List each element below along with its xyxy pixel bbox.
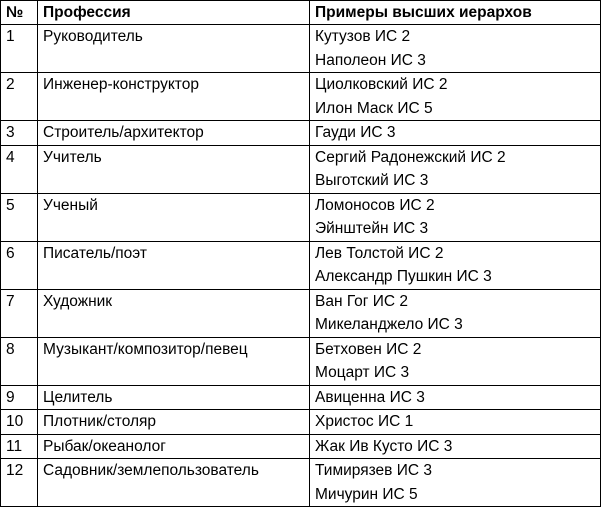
example-item: Эйнштейн ИС 3 bbox=[315, 220, 429, 237]
row-number: 6 bbox=[1, 241, 38, 289]
row-examples bbox=[310, 337, 601, 385]
example-item: Жак Ив Кусто ИС 3 bbox=[315, 437, 453, 455]
table-row bbox=[1, 410, 601, 435]
row-profession: Художник bbox=[38, 289, 310, 337]
table-body bbox=[1, 25, 601, 507]
row-number: 1 bbox=[1, 25, 38, 73]
table-row bbox=[1, 193, 601, 241]
table-row bbox=[1, 241, 601, 289]
row-profession: Плотник/столяр bbox=[38, 410, 310, 435]
row-examples bbox=[310, 73, 601, 121]
row-profession: Рыбак/океанолог bbox=[38, 434, 310, 459]
row-number: 7 bbox=[1, 289, 38, 337]
row-number: 9 bbox=[1, 385, 38, 410]
row-profession: Ученый bbox=[38, 193, 310, 241]
example-item: Христос ИС 1 bbox=[315, 413, 414, 430]
row-examples bbox=[310, 385, 601, 410]
example-item: Моцарт ИС 3 bbox=[315, 364, 410, 381]
row-examples bbox=[310, 289, 601, 337]
row-number: 11 bbox=[1, 434, 38, 459]
table-row bbox=[1, 385, 601, 410]
table-row bbox=[1, 73, 601, 121]
row-profession: Садовник/землепользователь bbox=[38, 459, 310, 507]
row-profession: Музыкант/композитор/певец bbox=[38, 337, 310, 385]
example-item: Ломоносов ИС 2 bbox=[315, 196, 435, 214]
row-number: 8 bbox=[1, 337, 38, 385]
header-examples: Примеры высших иерархов bbox=[310, 1, 601, 25]
example-item: Циолковский ИС 2 bbox=[315, 76, 448, 93]
table-row bbox=[1, 434, 601, 459]
table-row bbox=[1, 121, 601, 146]
row-profession: Учитель bbox=[38, 145, 310, 193]
row-examples bbox=[310, 459, 601, 507]
row-examples bbox=[310, 410, 601, 435]
row-examples bbox=[310, 25, 601, 73]
table-row bbox=[1, 289, 601, 337]
example-item: Илон Маск ИС 5 bbox=[315, 99, 433, 117]
table-row bbox=[1, 459, 601, 507]
example-item: Наполеон ИС 3 bbox=[315, 51, 426, 69]
row-profession: Строитель/архитектор bbox=[38, 121, 310, 146]
row-profession: Целитель bbox=[38, 385, 310, 410]
header-profession: Профессия bbox=[38, 1, 310, 25]
example-item: Бетховен ИС 2 bbox=[315, 340, 422, 358]
row-examples bbox=[310, 241, 601, 289]
example-item: Микеланджело ИС 3 bbox=[315, 316, 463, 333]
row-profession: Руководитель bbox=[38, 25, 310, 73]
row-number: 10 bbox=[1, 410, 38, 435]
example-item: Гауди ИС 3 bbox=[315, 124, 396, 141]
example-item: Мичурин ИС 5 bbox=[315, 485, 418, 503]
table-row bbox=[1, 337, 601, 385]
table-row bbox=[1, 25, 601, 73]
table-row bbox=[1, 145, 601, 193]
row-examples bbox=[310, 193, 601, 241]
row-number: 5 bbox=[1, 193, 38, 241]
example-item: Выготский ИС 3 bbox=[315, 172, 429, 189]
row-number: 3 bbox=[1, 121, 38, 146]
row-profession: Писатель/поэт bbox=[38, 241, 310, 289]
row-examples bbox=[310, 145, 601, 193]
row-number: 2 bbox=[1, 73, 38, 121]
row-examples bbox=[310, 121, 601, 146]
row-number: 4 bbox=[1, 145, 38, 193]
example-item: Кутузов ИС 2 bbox=[315, 28, 411, 45]
example-item: Авиценна ИС 3 bbox=[315, 388, 425, 406]
example-item: Ван Гог ИС 2 bbox=[315, 292, 409, 310]
row-examples bbox=[310, 434, 601, 459]
header-row bbox=[1, 1, 601, 25]
example-item: Лев Толстой ИС 2 bbox=[315, 244, 444, 262]
example-item: Тимирязев ИС 3 bbox=[315, 462, 432, 479]
example-item: Сергий Радонежский ИС 2 bbox=[315, 148, 506, 166]
example-item: Александр Пушкин ИС 3 bbox=[315, 268, 492, 285]
row-profession: Инженер-конструктор bbox=[38, 73, 310, 121]
header-num: № bbox=[1, 1, 38, 25]
row-number: 12 bbox=[1, 459, 38, 507]
